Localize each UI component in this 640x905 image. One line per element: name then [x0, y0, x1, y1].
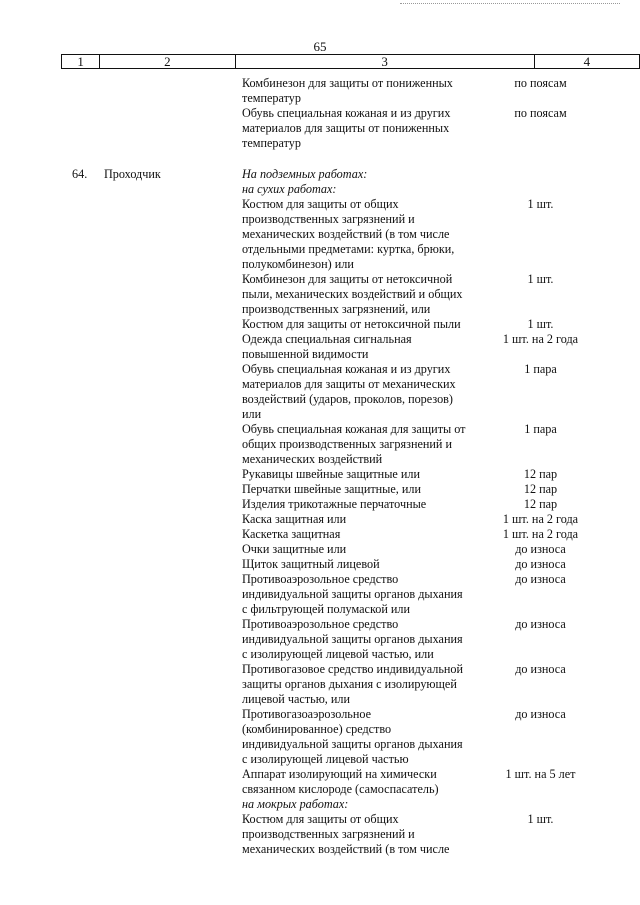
protective-item: с фильтрующей полумаской или	[242, 602, 411, 616]
profession-name	[104, 827, 242, 842]
issue-norm: до износа	[515, 542, 566, 556]
profession-name	[104, 602, 242, 617]
profession-name	[104, 842, 242, 857]
column-header-2: 2	[100, 55, 235, 69]
row-number	[0, 437, 104, 452]
issue-norm	[487, 437, 594, 452]
profession-name	[104, 302, 242, 317]
profession-name	[104, 407, 242, 422]
issue-norm	[487, 287, 594, 302]
profession-name: Проходчик	[104, 167, 161, 181]
row-number	[0, 572, 104, 587]
issue-norm	[487, 227, 594, 242]
issue-norm	[487, 632, 594, 647]
table-row	[0, 647, 640, 662]
protective-item: (комбинированное) средство	[242, 722, 392, 736]
column-header-3: 3	[235, 55, 534, 69]
table-row	[0, 76, 640, 91]
issue-norm	[487, 722, 594, 737]
row-number	[0, 452, 104, 467]
row-number	[0, 662, 104, 677]
profession-name	[104, 767, 242, 782]
table-row	[0, 121, 640, 136]
issue-norm: 1 шт. на 2 года	[502, 512, 579, 526]
protective-item: Аппарат изолирующий на химически	[242, 767, 437, 781]
column-header-row	[62, 55, 640, 69]
row-number	[0, 136, 104, 151]
profession-name	[104, 527, 242, 542]
profession-name	[104, 722, 242, 737]
protective-item: материалов для защиты от пониженных	[242, 121, 450, 135]
column-header-1: 1	[62, 55, 100, 69]
table-row	[0, 317, 640, 332]
table-row	[0, 437, 640, 452]
issue-norm: 1 шт.	[527, 272, 554, 286]
table-row	[0, 587, 640, 602]
protective-item: Одежда специальная сигнальная	[242, 332, 412, 346]
profession-name	[104, 647, 242, 662]
table-row	[0, 197, 640, 212]
profession-name	[104, 812, 242, 827]
row-spacer	[0, 151, 640, 167]
protective-item: Комбинезон для защиты от пониженных	[242, 76, 453, 90]
issue-norm	[487, 452, 594, 467]
profession-name	[104, 782, 242, 797]
table-row	[0, 617, 640, 632]
table-row	[0, 242, 640, 257]
protective-item: Комбинезон для защиты от нетоксичной	[242, 272, 453, 286]
protective-item: Очки защитные или	[242, 542, 347, 556]
issue-norm	[487, 692, 594, 707]
table-row	[0, 812, 640, 827]
table-row	[0, 512, 640, 527]
protective-item: Изделия трикотажные перчаточные	[242, 497, 427, 511]
protective-item: индивидуальной защиты органов дыхания	[242, 737, 463, 751]
issue-norm	[487, 602, 594, 617]
issue-norm	[487, 182, 594, 197]
profession-name	[104, 106, 242, 121]
protective-item: лицевой частью, или	[242, 692, 351, 706]
table-row	[0, 632, 640, 647]
row-number	[0, 257, 104, 272]
table-row	[0, 362, 640, 377]
table-row	[0, 106, 640, 121]
table-row	[0, 91, 640, 106]
row-number	[0, 332, 104, 347]
profession-name	[104, 437, 242, 452]
protective-item: с изолирующей лицевой частью, или	[242, 647, 434, 661]
issue-norm	[487, 167, 594, 182]
profession-name	[104, 482, 242, 497]
issue-norm: 1 шт.	[527, 197, 554, 211]
row-number	[0, 812, 104, 827]
issue-norm: 1 шт.	[527, 317, 554, 331]
row-number	[0, 422, 104, 437]
row-number	[0, 317, 104, 332]
profession-name	[104, 752, 242, 767]
protective-item: материалов для защиты от механических	[242, 377, 456, 391]
issue-norm: до износа	[515, 707, 566, 721]
protective-item: На подземных работах:	[242, 167, 368, 181]
table-row	[0, 572, 640, 587]
protective-item: полукомбинезон) или	[242, 257, 354, 271]
row-number	[0, 587, 104, 602]
profession-name	[104, 692, 242, 707]
protective-item: Костюм для защиты от общих	[242, 812, 399, 826]
issue-norm: до износа	[515, 557, 566, 571]
protective-item: Каскетка защитная	[242, 527, 341, 541]
issue-norm	[487, 587, 594, 602]
row-number	[0, 377, 104, 392]
column-header-4: 4	[534, 55, 639, 69]
table-row	[0, 797, 640, 812]
issue-norm: 12 пар	[523, 482, 558, 496]
profession-name	[104, 182, 242, 197]
profession-name	[104, 632, 242, 647]
profession-name	[104, 392, 242, 407]
table-row	[0, 752, 640, 767]
table-row	[0, 767, 640, 782]
table-row	[0, 692, 640, 707]
row-number	[0, 212, 104, 227]
protective-item: Рукавицы швейные защитные или	[242, 467, 420, 481]
table-row	[0, 827, 640, 842]
column-header-table	[61, 54, 640, 69]
issue-norm: 1 шт.	[527, 812, 554, 826]
table-row	[0, 662, 640, 677]
protective-item: связанном кислороде (самоспасатель)	[242, 782, 439, 796]
issue-norm	[487, 212, 594, 227]
protective-item: пыли, механических воздействий и общих	[242, 287, 463, 301]
protective-item: температур	[242, 136, 301, 150]
profession-name	[104, 242, 242, 257]
table-row	[0, 377, 640, 392]
protective-item: температур	[242, 91, 301, 105]
issue-norm	[487, 737, 594, 752]
profession-name	[104, 347, 242, 362]
table-row	[0, 542, 640, 557]
row-number	[0, 121, 104, 136]
issue-norm	[487, 257, 594, 272]
norms-table-body	[0, 76, 640, 857]
table-row	[0, 497, 640, 512]
table-row	[0, 842, 640, 857]
profession-name	[104, 497, 242, 512]
profession-name	[104, 572, 242, 587]
issue-norm	[487, 121, 594, 136]
scan-top-line	[400, 3, 620, 5]
row-number	[0, 827, 104, 842]
table-row	[0, 287, 640, 302]
row-number	[0, 692, 104, 707]
protective-item: механических воздействий (в том числе	[242, 842, 450, 856]
profession-name	[104, 362, 242, 377]
row-number	[0, 227, 104, 242]
issue-norm: 12 пар	[523, 467, 558, 481]
table-row	[0, 782, 640, 797]
issue-norm	[487, 392, 594, 407]
profession-name	[104, 136, 242, 151]
profession-name	[104, 332, 242, 347]
issue-norm: 1 шт. на 5 лет	[505, 767, 576, 781]
issue-norm	[487, 782, 594, 797]
row-number	[0, 842, 104, 857]
issue-norm: по поясам	[514, 106, 567, 120]
protective-item: Обувь специальная кожаная и из других	[242, 106, 451, 120]
protective-item: механических воздействий	[242, 452, 383, 466]
row-number	[0, 707, 104, 722]
table-row	[0, 272, 640, 287]
row-number	[0, 407, 104, 422]
protective-item: Обувь специальная кожаная для защиты от	[242, 422, 466, 436]
issue-norm	[487, 347, 594, 362]
profession-name	[104, 197, 242, 212]
table-row	[0, 467, 640, 482]
row-number	[0, 527, 104, 542]
table-row	[0, 527, 640, 542]
row-number	[0, 91, 104, 106]
row-number	[0, 722, 104, 737]
row-number: 64.	[72, 167, 88, 181]
profession-name	[104, 512, 242, 527]
issue-norm: 1 пара	[524, 362, 557, 376]
issue-norm	[487, 797, 594, 812]
row-number	[0, 467, 104, 482]
issue-norm	[487, 827, 594, 842]
issue-norm: по поясам	[514, 76, 567, 90]
issue-norm	[487, 377, 594, 392]
profession-name	[104, 452, 242, 467]
table-row	[0, 677, 640, 692]
profession-name	[104, 317, 242, 332]
issue-norm: 1 шт. на 2 года	[502, 332, 579, 346]
row-number	[0, 347, 104, 362]
profession-name	[104, 272, 242, 287]
protective-item: или	[242, 407, 262, 421]
row-number	[0, 272, 104, 287]
row-number	[0, 512, 104, 527]
issue-norm: 12 пар	[523, 497, 558, 511]
table-row	[0, 332, 640, 347]
protective-item: отдельными предметами: куртка, брюки,	[242, 242, 455, 256]
row-number	[0, 302, 104, 317]
profession-name	[104, 76, 242, 91]
profession-name	[104, 227, 242, 242]
row-number	[0, 797, 104, 812]
profession-name	[104, 737, 242, 752]
protective-item: Обувь специальная кожаная и из других	[242, 362, 451, 376]
profession-name	[104, 377, 242, 392]
protective-item: Противогазоаэрозольное	[242, 707, 372, 721]
protective-item: индивидуальной защиты органов дыхания	[242, 632, 463, 646]
profession-name	[104, 287, 242, 302]
row-number	[0, 557, 104, 572]
table-row	[0, 227, 640, 242]
row-number	[0, 106, 104, 121]
protective-item: с изолирующей лицевой частью	[242, 752, 409, 766]
table-row	[0, 452, 640, 467]
table-row	[0, 347, 640, 362]
row-number	[0, 392, 104, 407]
profession-name	[104, 797, 242, 812]
protective-item: Перчатки швейные защитные, или	[242, 482, 422, 496]
profession-name	[104, 662, 242, 677]
table-row	[0, 302, 640, 317]
table-row	[0, 557, 640, 572]
table-row	[0, 707, 640, 722]
table-row	[0, 167, 640, 182]
protective-item: механических воздействий (в том числе	[242, 227, 450, 241]
row-number	[0, 482, 104, 497]
profession-name	[104, 212, 242, 227]
protective-item: воздействий (ударов, проколов, порезов)	[242, 392, 453, 406]
table-row	[0, 422, 640, 437]
table-row	[0, 722, 640, 737]
row-number	[0, 617, 104, 632]
protective-item: Противоаэрозольное средство	[242, 572, 399, 586]
issue-norm: 1 пара	[524, 422, 557, 436]
protective-item: на сухих работах:	[242, 182, 337, 196]
row-number	[0, 242, 104, 257]
protective-item: общих производственных загрязнений и	[242, 437, 453, 451]
row-number	[0, 767, 104, 782]
profession-name	[104, 422, 242, 437]
row-number	[0, 737, 104, 752]
protective-item: защиты органов дыхания с изолирующей	[242, 677, 457, 691]
issue-norm	[487, 842, 594, 857]
table-row	[0, 482, 640, 497]
row-number	[0, 362, 104, 377]
profession-name	[104, 707, 242, 722]
table-row	[0, 182, 640, 197]
issue-norm: до износа	[515, 662, 566, 676]
protective-item: Щиток защитный лицевой	[242, 557, 380, 571]
profession-name	[104, 677, 242, 692]
issue-norm	[487, 242, 594, 257]
protective-item: Каска защитная или	[242, 512, 347, 526]
issue-norm	[487, 752, 594, 767]
row-number	[0, 752, 104, 767]
protective-item: Противогазовое средство индивидуальной	[242, 662, 464, 676]
issue-norm	[487, 91, 594, 106]
profession-name	[104, 467, 242, 482]
profession-name	[104, 257, 242, 272]
table-row	[0, 257, 640, 272]
profession-name	[104, 617, 242, 632]
issue-norm: 1 шт. на 2 года	[502, 527, 579, 541]
page-number: 65	[313, 39, 327, 54]
issue-norm	[487, 677, 594, 692]
table-row	[0, 392, 640, 407]
issue-norm	[487, 647, 594, 662]
protective-item: повышенной видимости	[242, 347, 369, 361]
row-number	[0, 287, 104, 302]
profession-name	[104, 587, 242, 602]
issue-norm	[487, 302, 594, 317]
table-row	[0, 212, 640, 227]
row-number	[0, 182, 104, 197]
profession-name	[104, 542, 242, 557]
row-number	[0, 197, 104, 212]
profession-name	[104, 121, 242, 136]
row-number	[0, 497, 104, 512]
issue-norm	[487, 407, 594, 422]
protective-item: производственных загрязнений и	[242, 827, 415, 841]
protective-item: Костюм для защиты от общих	[242, 197, 399, 211]
protective-item: производственных загрязнений и	[242, 212, 415, 226]
table-row	[0, 407, 640, 422]
table-row	[0, 602, 640, 617]
table-row	[0, 737, 640, 752]
protective-item: индивидуальной защиты органов дыхания	[242, 587, 463, 601]
issue-norm	[487, 136, 594, 151]
row-number	[0, 632, 104, 647]
row-number	[0, 647, 104, 662]
protective-item: Костюм для защиты от нетоксичной пыли	[242, 317, 461, 331]
protective-item: Противоаэрозольное средство	[242, 617, 399, 631]
row-number	[0, 602, 104, 617]
protective-item: производственных загрязнений, или	[242, 302, 431, 316]
protective-item: на мокрых работах:	[242, 797, 349, 811]
profession-name	[104, 91, 242, 106]
table-row	[0, 136, 640, 151]
issue-norm: до износа	[515, 572, 566, 586]
row-number	[0, 677, 104, 692]
row-number	[0, 76, 104, 91]
issue-norm: до износа	[515, 617, 566, 631]
row-number	[0, 542, 104, 557]
profession-name	[104, 557, 242, 572]
row-number	[0, 782, 104, 797]
